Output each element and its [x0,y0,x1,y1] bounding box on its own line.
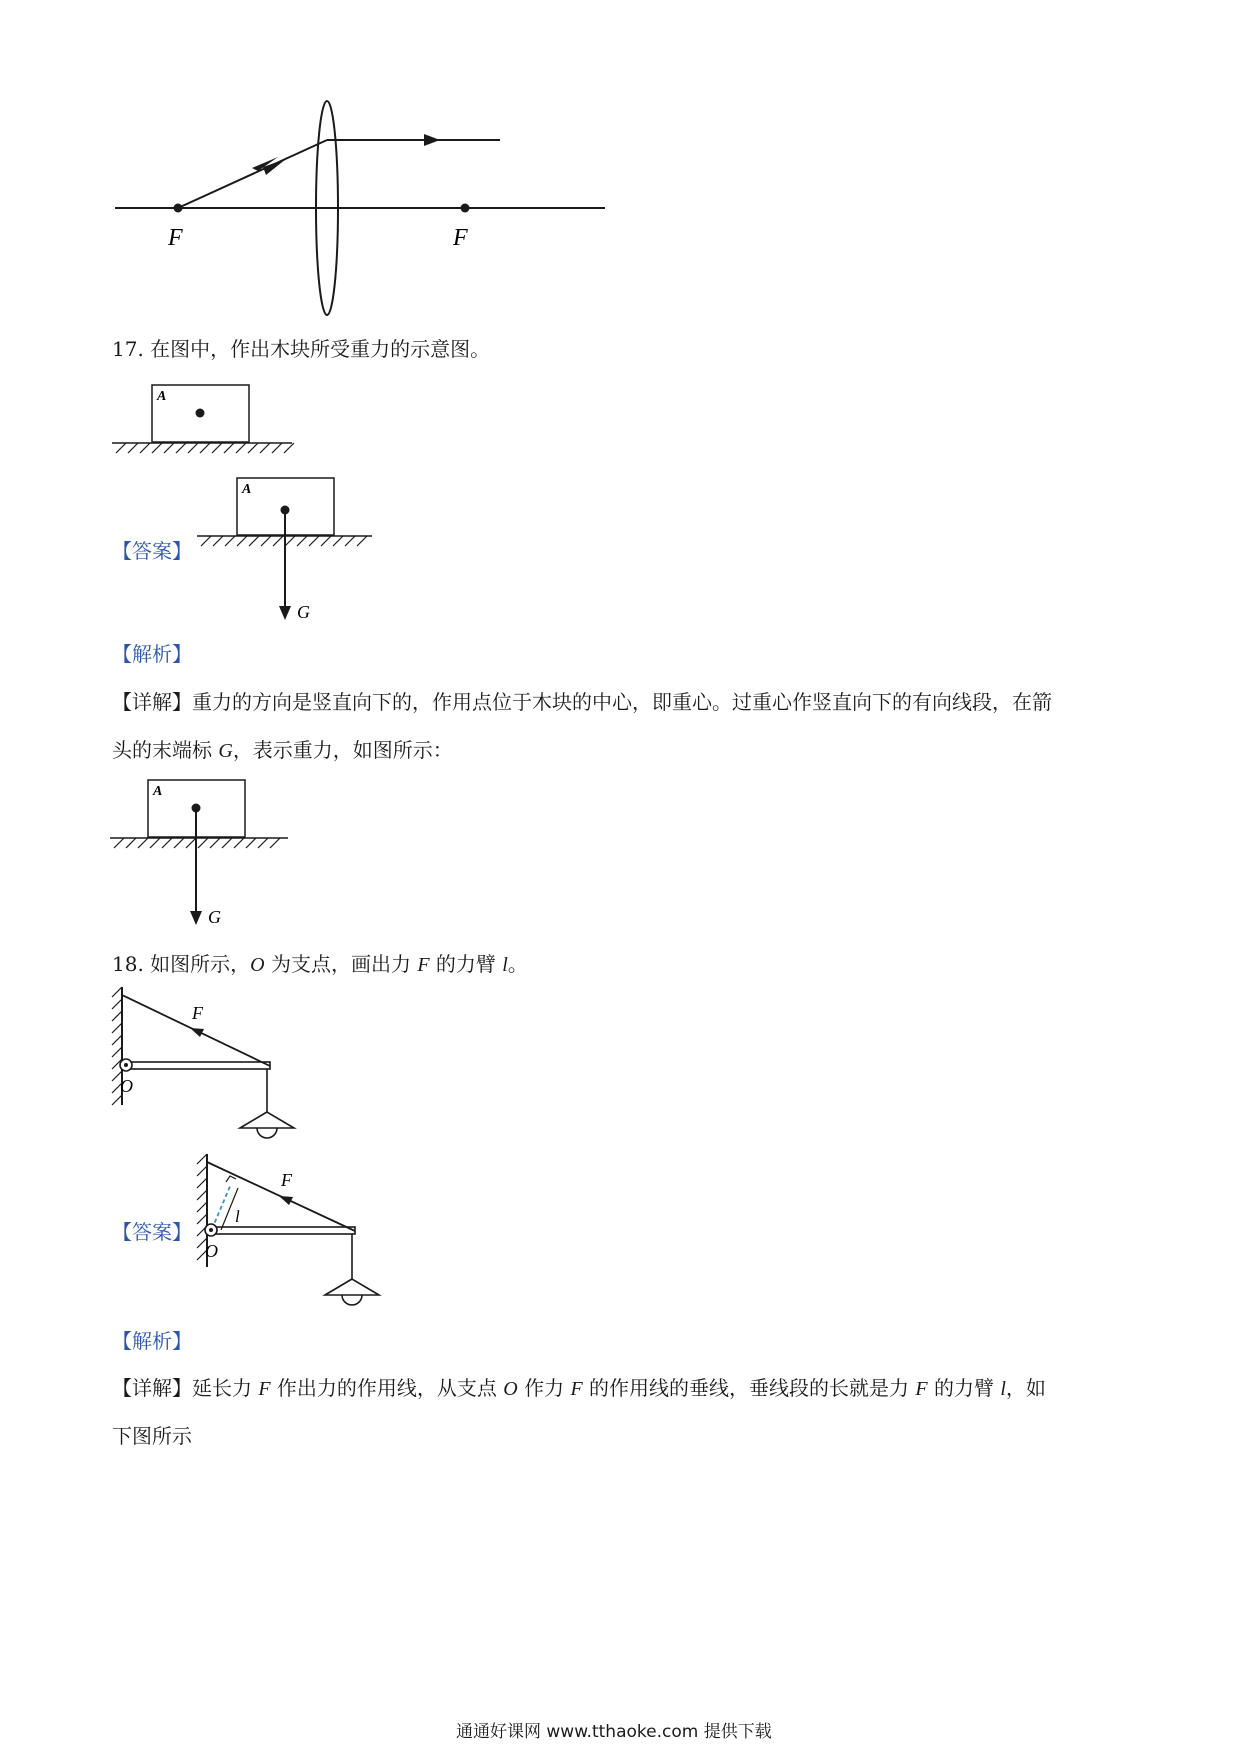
block-label: A [157,389,167,404]
focal-label-left: F [168,225,183,251]
page-footer: 通通好课网 www.tthaoke.com 提供下载 [456,1722,772,1742]
force-arrowhead [279,1196,293,1205]
explanation-gravity-figure [110,775,300,935]
answer-tag: 【答案】 [112,539,192,563]
lamp-bulb [342,1295,362,1305]
lamp-bulb [257,1128,277,1138]
answer-tag: 【答案】 [112,1220,192,1244]
block-label: A [242,482,252,497]
gravity-label: G [297,602,310,622]
var-l: l [502,954,508,976]
analysis-tag: 【解析】 [112,1329,192,1353]
force-label: F [281,1170,292,1190]
ground-hatching [116,443,294,453]
lever-arm-label: l [235,1207,240,1226]
detail-tag: 【详解】 [112,690,192,714]
question-17 [112,335,490,363]
lever-lamp-figure [110,985,310,1150]
focal-point-left [174,204,183,213]
detail-line-2: 下图所示 [112,1424,192,1448]
detail-tag: 【详解】 [112,1376,192,1400]
force-arrowhead [190,1028,204,1037]
block-label: A [153,784,163,799]
focal-label-right: F [453,225,468,251]
pivot-label: O [205,1241,218,1261]
block-on-ground-figure [112,380,297,460]
lever-rod [126,1062,270,1069]
lamp-shade [240,1112,294,1128]
detail-paragraph [112,688,1052,716]
question-number: 17. [112,337,144,361]
gravity-arrowhead [279,606,291,620]
answer-lever-figure [195,1152,395,1322]
analysis-tag: 【解析】 [112,642,192,666]
incident-ray [178,140,327,208]
gravity-label: G [208,907,221,927]
pivot-label: O [120,1076,133,1096]
var-G: G [218,740,233,762]
detail-line-1: 重力的方向是竖直向下的，作用点位于木块的中心，即重心。过重心作竖直向下的有向线段，在箭 [192,690,1052,714]
center-of-gravity [196,409,205,418]
question-18: 18. 如图所示，O 为支点，画出力 F 的力臂 l。 [112,952,528,976]
detail-paragraph: 【详解】延长力 F 作出力的作用线，从支点 O 作力 F 的作用线的垂线，垂线段的长就是力 F 的力臂 l，如 [112,1376,1046,1400]
right-angle-mark [226,1176,236,1182]
force-label: F [192,1003,203,1023]
lever-arm-dashed [212,1184,231,1229]
lever-rod [211,1227,355,1234]
question-text: 在图中，作出木块所受重力的示意图。 [150,337,491,361]
var-O: O [250,954,265,976]
lamp-shade [325,1279,379,1295]
detail-line-2: 头的末端标 G，表示重力，如图所示： [112,738,453,762]
question-number: 18. [112,952,144,976]
convex-lens-diagram [100,95,610,320]
var-F: F [417,954,430,976]
answer-gravity-figure [197,470,382,630]
focal-point-right [461,204,470,213]
gravity-arrowhead [190,911,202,925]
